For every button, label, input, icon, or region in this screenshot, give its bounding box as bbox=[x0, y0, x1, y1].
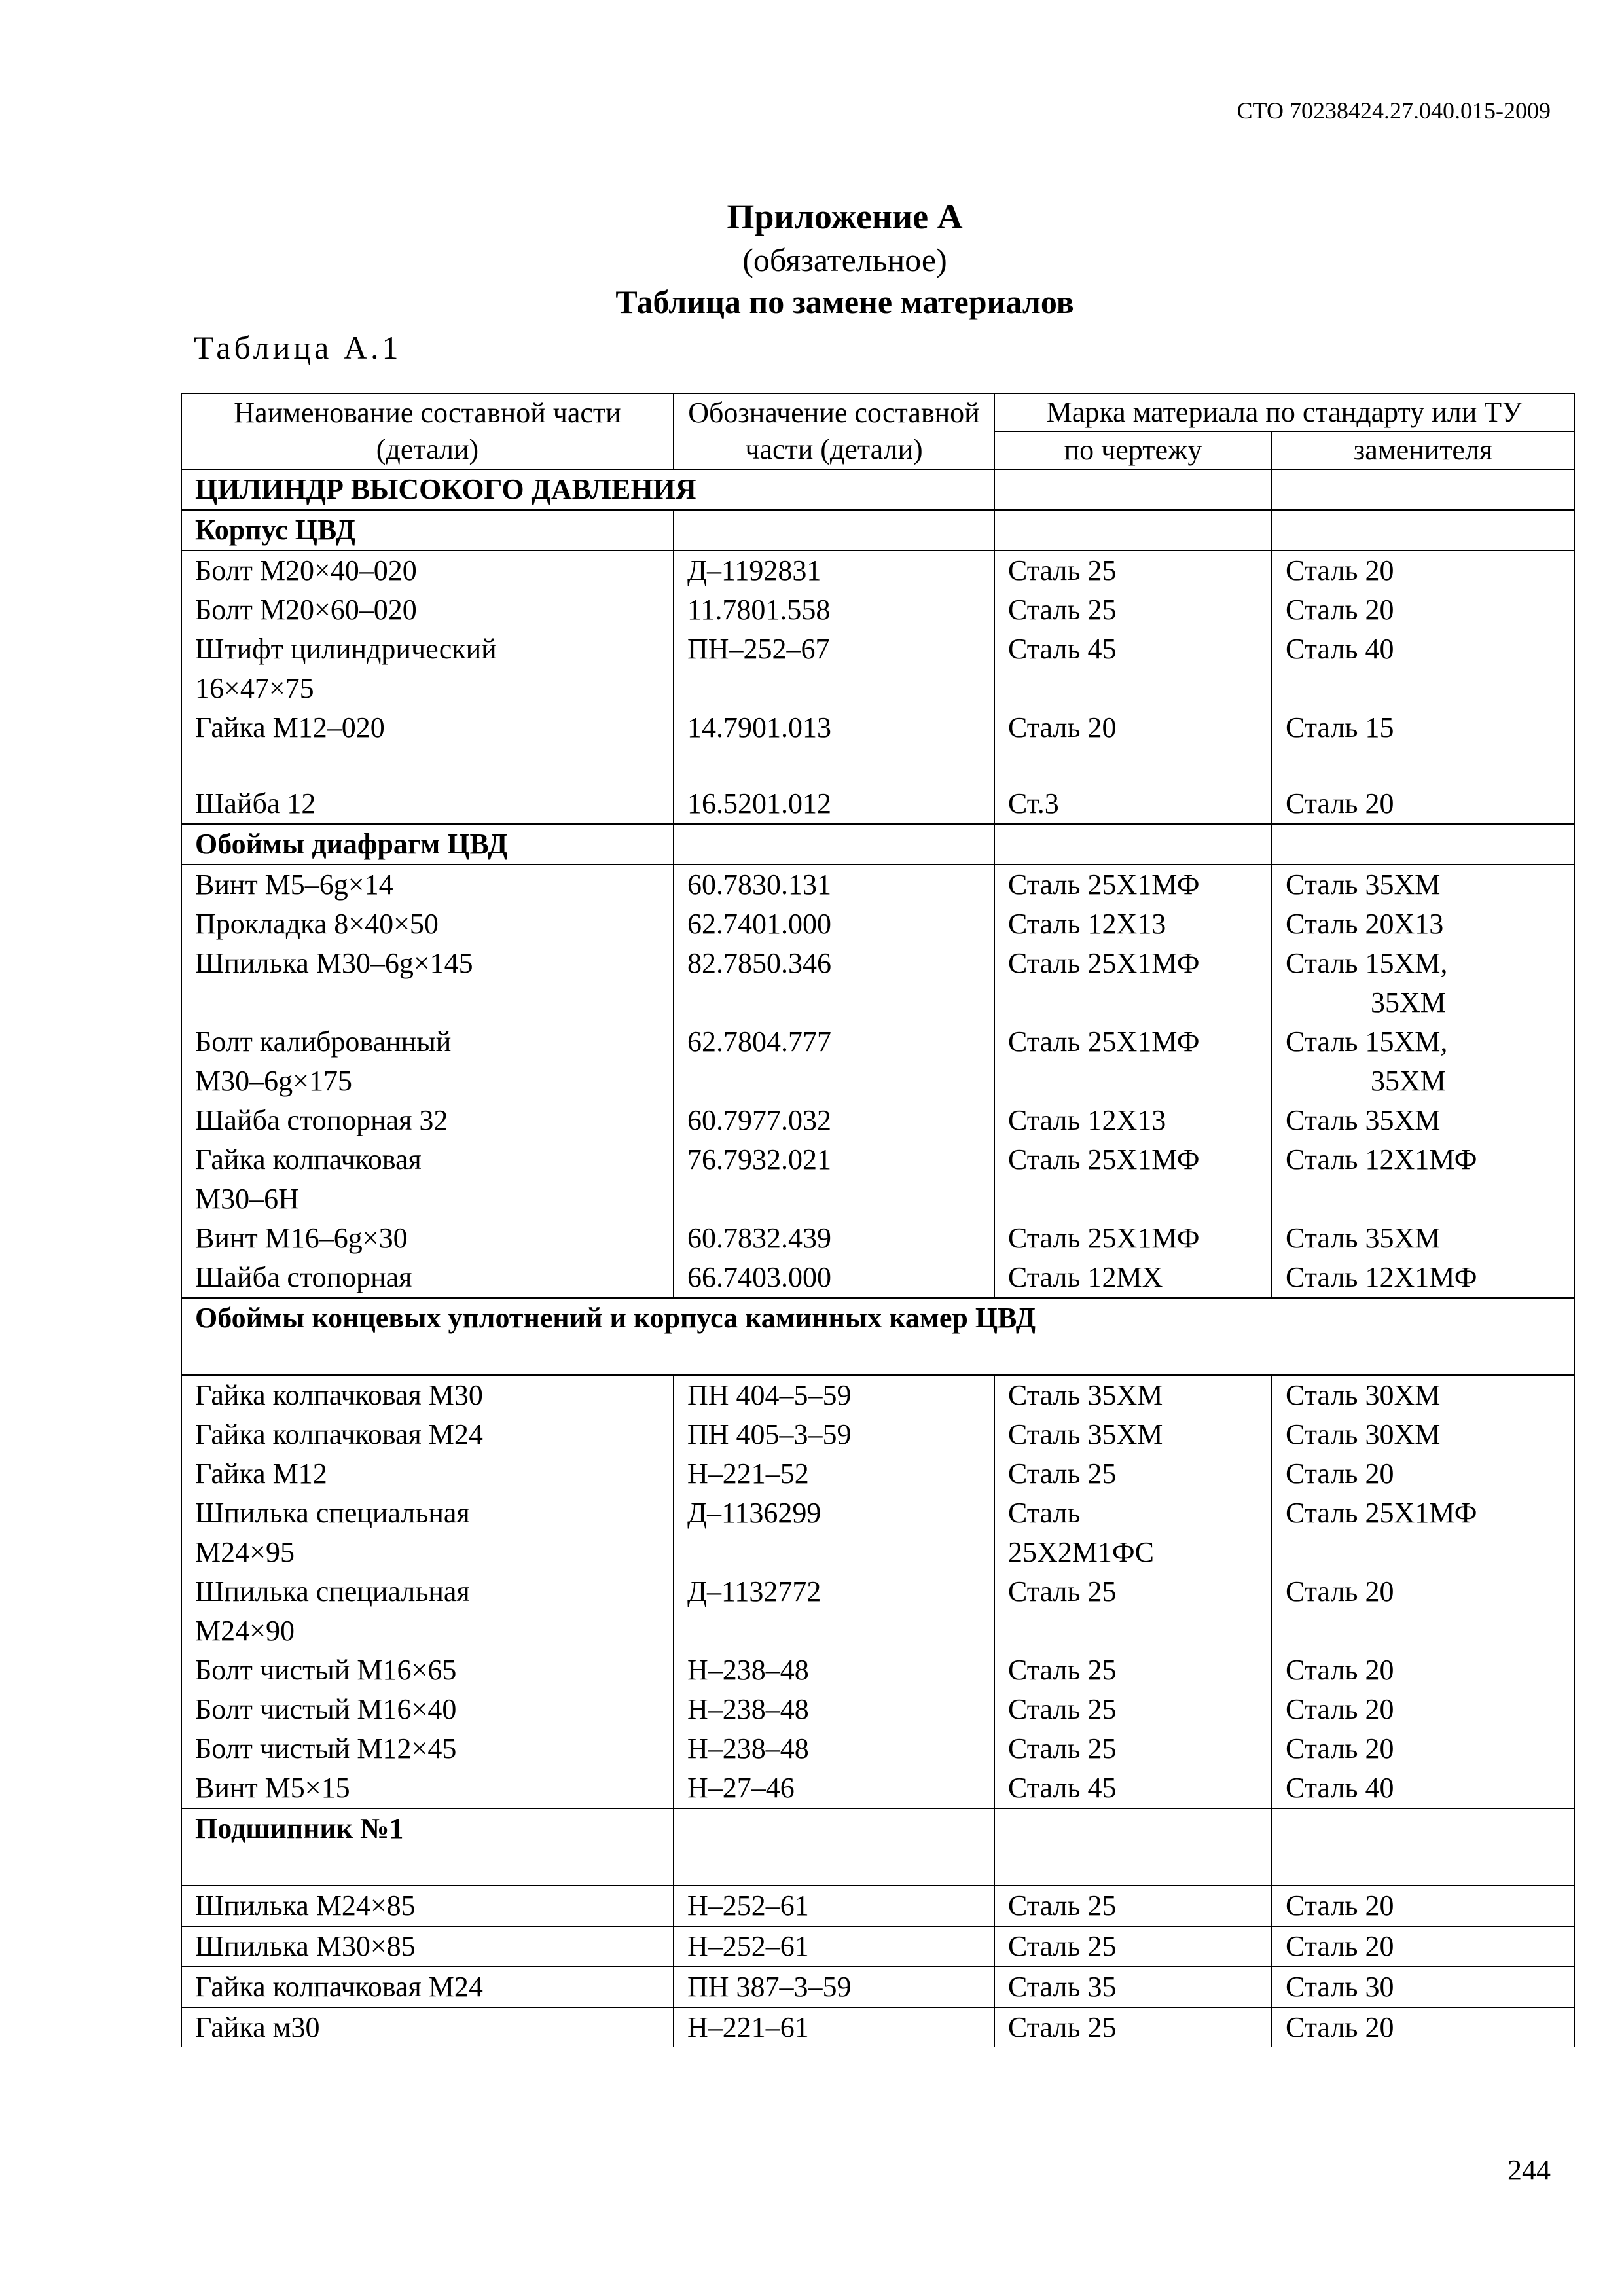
document-code: СТО 70238424.27.040.015-2009 bbox=[1236, 98, 1551, 124]
cell-drawing: Сталь 25Х1МФ bbox=[994, 1140, 1272, 1219]
cell-name: Гайка колпачковая М30–6Н bbox=[181, 1140, 674, 1219]
cell-name: Шайба стопорная bbox=[181, 1258, 674, 1298]
section-label: ЦИЛИНДР ВЫСОКОГО ДАВЛЕНИЯ bbox=[181, 469, 994, 510]
cell-sub: Сталь 30 bbox=[1272, 1967, 1574, 2007]
materials-table bbox=[181, 393, 1575, 2047]
table-title: Таблица по замене материалов bbox=[615, 283, 1074, 320]
cell-code: 16.5201.012 bbox=[674, 784, 994, 824]
cell-sub: Сталь 40 bbox=[1272, 1768, 1574, 1808]
cell-code: Н–252–61 bbox=[674, 1886, 994, 1926]
cell-drawing: Сталь 20 bbox=[994, 708, 1272, 784]
cell-name: Шпилька М30×85 bbox=[181, 1926, 674, 1967]
cell-sub: Сталь 35ХМ bbox=[1272, 865, 1574, 905]
cell-name: Винт М5×15 bbox=[181, 1768, 674, 1808]
cell-drawing: Сталь 35ХМ bbox=[994, 1375, 1272, 1415]
cell-code: Н–238–48 bbox=[674, 1651, 994, 1690]
cell-name: Болт М20×60–020 bbox=[181, 590, 674, 630]
cell-code: 60.7977.032 bbox=[674, 1101, 994, 1140]
cell-name: Прокладка 8×40×50 bbox=[181, 905, 674, 944]
cell-code: 11.7801.558 bbox=[674, 590, 994, 630]
cell-drawing: Сталь 25Х1МФ bbox=[994, 1022, 1272, 1101]
table-row bbox=[181, 1729, 1574, 1768]
cell-code: ПН 405–3–59 bbox=[674, 1415, 994, 1454]
page-number: 244 bbox=[1507, 2154, 1551, 2186]
cell-name: Гайка М12 bbox=[181, 1454, 674, 1494]
cell-sub: Сталь 20 bbox=[1272, 1690, 1574, 1729]
table-row bbox=[181, 1415, 1574, 1454]
cell-sub: Сталь 20 bbox=[1272, 590, 1574, 630]
cell-drawing: Сталь 25 bbox=[994, 1690, 1272, 1729]
section-label: Обоймы концевых уплотнений и корпуса каминных камер ЦВД bbox=[181, 1298, 1574, 1375]
cell-code: 76.7932.021 bbox=[674, 1140, 994, 1219]
cell-drawing: Сталь 35 bbox=[994, 1967, 1272, 2007]
table-row bbox=[181, 944, 1574, 1022]
section-row bbox=[181, 510, 1574, 550]
cell-sub: Сталь 35ХМ bbox=[1272, 1219, 1574, 1258]
table-row bbox=[181, 590, 1574, 630]
cell-code: Д–1192831 bbox=[674, 550, 994, 590]
table-row bbox=[181, 865, 1574, 905]
cell-code: Н–252–61 bbox=[674, 1926, 994, 1967]
table-row bbox=[181, 1886, 1574, 1926]
section-row bbox=[181, 469, 1574, 510]
cell-code: 62.7401.000 bbox=[674, 905, 994, 944]
cell-name: Шайба 12 bbox=[181, 784, 674, 824]
table-row bbox=[181, 1768, 1574, 1808]
cell-name: Болт чистый М16×40 bbox=[181, 1690, 674, 1729]
cell-drawing: Сталь 45 bbox=[994, 630, 1272, 708]
cell-sub: Сталь 12Х1МФ bbox=[1272, 1140, 1574, 1219]
cell-code: Н–27–46 bbox=[674, 1768, 994, 1808]
cell-name: Гайка М12–020 bbox=[181, 708, 674, 784]
header-by-drawing: по чертежу bbox=[994, 431, 1272, 469]
table-row bbox=[181, 1967, 1574, 2007]
section-row bbox=[181, 1808, 1574, 1886]
cell-name: Болт чистый М16×65 bbox=[181, 1651, 674, 1690]
cell-code: 14.7901.013 bbox=[674, 708, 994, 784]
section-label: Подшипник №1 bbox=[181, 1808, 674, 1886]
cell-name: Болт чистый М12×45 bbox=[181, 1729, 674, 1768]
cell-code: Н–221–61 bbox=[674, 2007, 994, 2047]
cell-drawing: Сталь 25 bbox=[994, 1454, 1272, 1494]
cell-drawing: Сталь 12Х13 bbox=[994, 1101, 1272, 1140]
cell-code: ПН–252–67 bbox=[674, 630, 994, 708]
cell-sub: Сталь 15 bbox=[1272, 708, 1574, 784]
cell-sub: Сталь 15ХМ, 35ХМ bbox=[1272, 1022, 1574, 1101]
table-row bbox=[181, 1101, 1574, 1140]
cell-drawing: Сталь 25Х1МФ bbox=[994, 865, 1272, 905]
cell-sub: Сталь 20 bbox=[1272, 550, 1574, 590]
cell-drawing: Сталь 25 bbox=[994, 1729, 1272, 1768]
appendix-subtitle: (обязательное) bbox=[742, 242, 947, 278]
cell-drawing: Сталь 25 bbox=[994, 2007, 1272, 2047]
table-row bbox=[181, 1572, 1574, 1651]
table-row bbox=[181, 1454, 1574, 1494]
cell-name: Шпилька М24×85 bbox=[181, 1886, 674, 1926]
cell-sub: Сталь 20Х13 bbox=[1272, 905, 1574, 944]
section-label: Обоймы диафрагм ЦВД bbox=[181, 824, 674, 865]
cell-sub: Сталь 20 bbox=[1272, 1454, 1574, 1494]
table-row bbox=[181, 1258, 1574, 1298]
header-part-name: Наименование составной части (детали) bbox=[181, 393, 674, 469]
cell-drawing: Сталь 25Х2М1ФС bbox=[994, 1494, 1272, 1572]
header-material-group: Марка материала по стандарту или ТУ bbox=[994, 393, 1574, 431]
cell-sub: Сталь 20 bbox=[1272, 1886, 1574, 1926]
table-row bbox=[181, 708, 1574, 784]
cell-code: 60.7830.131 bbox=[674, 865, 994, 905]
table-row bbox=[181, 1494, 1574, 1572]
cell-code: ПН 404–5–59 bbox=[674, 1375, 994, 1415]
header-substitute: заменителя bbox=[1272, 431, 1574, 469]
cell-name: Гайка м30 bbox=[181, 2007, 674, 2047]
cell-sub: Сталь 20 bbox=[1272, 1572, 1574, 1651]
cell-sub: Сталь 20 bbox=[1272, 1651, 1574, 1690]
cell-drawing: Сталь 25 bbox=[994, 590, 1272, 630]
cell-name: Шпилька специальная М24×95 bbox=[181, 1494, 674, 1572]
cell-name: Шайба стопорная 32 bbox=[181, 1101, 674, 1140]
cell-code: Д–1132772 bbox=[674, 1572, 994, 1651]
cell-sub: Сталь 40 bbox=[1272, 630, 1574, 708]
cell-sub: Сталь 25Х1МФ bbox=[1272, 1494, 1574, 1572]
table-row bbox=[181, 1022, 1574, 1101]
cell-name: Болт калиброванный М30–6g×175 bbox=[181, 1022, 674, 1101]
table-row bbox=[181, 1690, 1574, 1729]
cell-sub: Сталь 20 bbox=[1272, 1926, 1574, 1967]
table-row bbox=[181, 630, 1574, 708]
cell-sub: Сталь 20 bbox=[1272, 2007, 1574, 2047]
cell-drawing: Сталь 35ХМ bbox=[994, 1415, 1272, 1454]
table-row bbox=[181, 784, 1574, 824]
cell-code: 82.7850.346 bbox=[674, 944, 994, 1022]
table-row bbox=[181, 1375, 1574, 1415]
cell-drawing: Сталь 25Х1МФ bbox=[994, 1219, 1272, 1258]
cell-drawing: Сталь 25 bbox=[994, 1572, 1272, 1651]
cell-name: Винт М16–6g×30 bbox=[181, 1219, 674, 1258]
cell-drawing: Сталь 12Х13 bbox=[994, 905, 1272, 944]
cell-sub: Сталь 30ХМ bbox=[1272, 1375, 1574, 1415]
cell-code: 62.7804.777 bbox=[674, 1022, 994, 1101]
cell-code: Н–238–48 bbox=[674, 1690, 994, 1729]
cell-drawing: Сталь 25 bbox=[994, 1926, 1272, 1967]
cell-name: Шпилька М30–6g×145 bbox=[181, 944, 674, 1022]
cell-name: Гайка колпачковая М24 bbox=[181, 1415, 674, 1454]
cell-name: Шпилька специальная М24×90 bbox=[181, 1572, 674, 1651]
cell-code: ПН 387–3–59 bbox=[674, 1967, 994, 2007]
table-number: Таблица А.1 bbox=[194, 329, 402, 366]
table-row bbox=[181, 1219, 1574, 1258]
appendix-title: Приложение А bbox=[727, 197, 963, 236]
cell-name: Гайка колпачковая М30 bbox=[181, 1375, 674, 1415]
cell-name: Штифт цилиндрический 16×47×75 bbox=[181, 630, 674, 708]
section-label: Корпус ЦВД bbox=[181, 510, 674, 550]
cell-name: Винт М5–6g×14 bbox=[181, 865, 674, 905]
cell-code: 66.7403.000 bbox=[674, 1258, 994, 1298]
cell-sub: Сталь 15ХМ, 35ХМ bbox=[1272, 944, 1574, 1022]
table-row bbox=[181, 550, 1574, 590]
cell-drawing: Сталь 25 bbox=[994, 550, 1272, 590]
cell-code: Д–1136299 bbox=[674, 1494, 994, 1572]
cell-code: 60.7832.439 bbox=[674, 1219, 994, 1258]
cell-name: Гайка колпачковая М24 bbox=[181, 1967, 674, 2007]
cell-sub: Сталь 35ХМ bbox=[1272, 1101, 1574, 1140]
cell-sub: Сталь 30ХМ bbox=[1272, 1415, 1574, 1454]
table-row bbox=[181, 1651, 1574, 1690]
cell-drawing: Ст.3 bbox=[994, 784, 1272, 824]
header-designation: Обозначение составной части (детали) bbox=[674, 393, 994, 469]
table-row bbox=[181, 2007, 1574, 2047]
cell-code: Н–238–48 bbox=[674, 1729, 994, 1768]
cell-drawing: Сталь 45 bbox=[994, 1768, 1272, 1808]
cell-sub: Сталь 20 bbox=[1272, 784, 1574, 824]
table-row bbox=[181, 1926, 1574, 1967]
table-row bbox=[181, 905, 1574, 944]
cell-drawing: Сталь 25 bbox=[994, 1651, 1272, 1690]
section-row bbox=[181, 1298, 1574, 1375]
cell-name: Болт М20×40–020 bbox=[181, 550, 674, 590]
cell-sub: Сталь 20 bbox=[1272, 1729, 1574, 1768]
cell-drawing: Сталь 12МХ bbox=[994, 1258, 1272, 1298]
section-row bbox=[181, 824, 1574, 865]
cell-sub: Сталь 12Х1МФ bbox=[1272, 1258, 1574, 1298]
cell-drawing: Сталь 25Х1МФ bbox=[994, 944, 1272, 1022]
cell-code: Н–221–52 bbox=[674, 1454, 994, 1494]
table-row bbox=[181, 1140, 1574, 1219]
cell-drawing: Сталь 25 bbox=[994, 1886, 1272, 1926]
